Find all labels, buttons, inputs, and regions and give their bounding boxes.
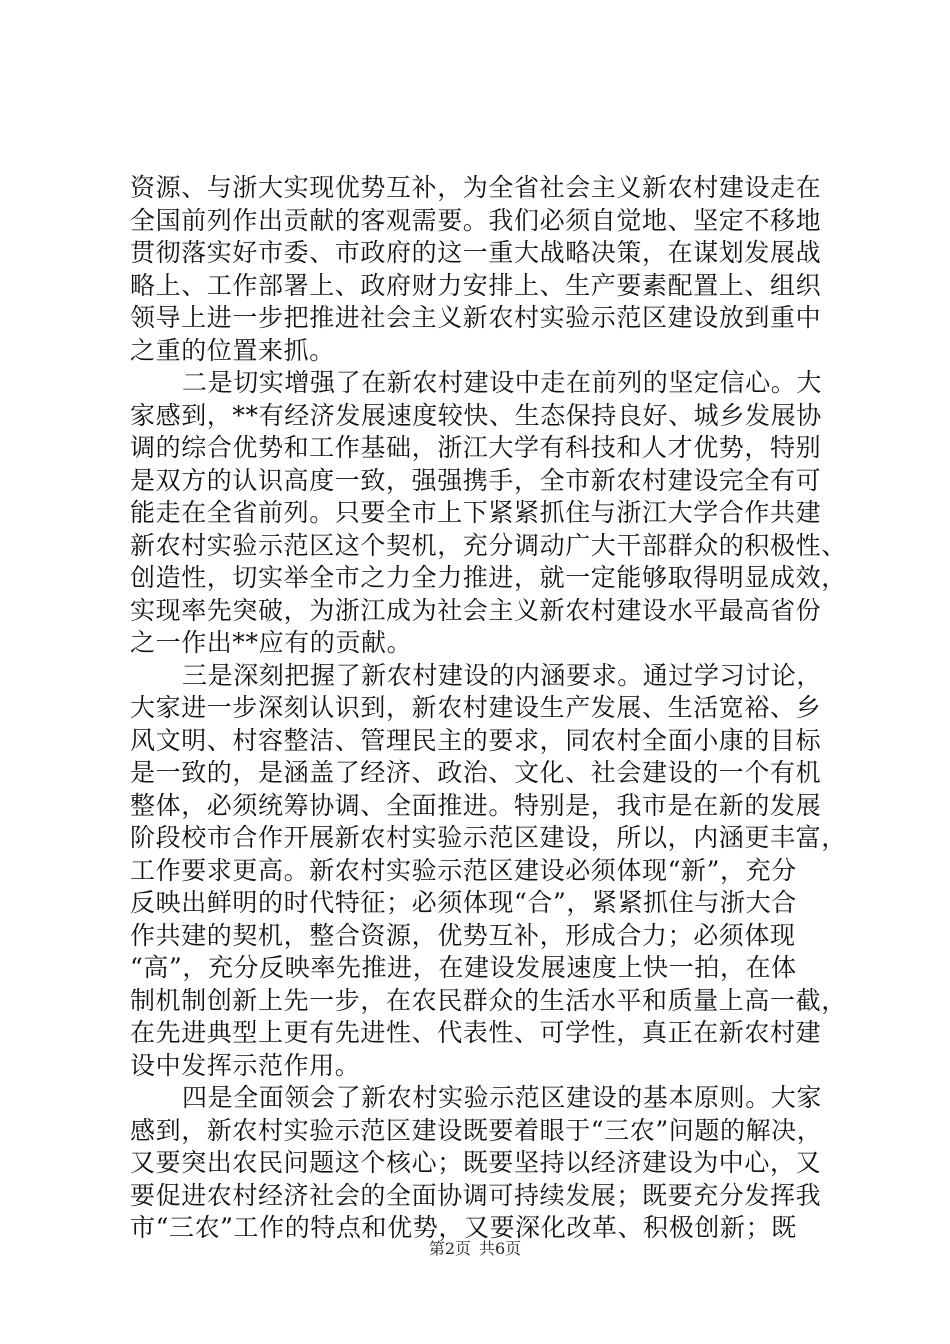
text-line: 要促进农村经济社会的全面协调可持续发展；既要充分发挥我	[130, 1180, 822, 1210]
text-line: 资源、与浙大实现优势互补，为全省社会主义新农村建设走在	[130, 173, 822, 202]
text-line: 设中发挥示范作用。	[130, 1050, 361, 1080]
text-line: 整体，必须统筹协调、全面推进。特别是，我市是在新的发展	[130, 790, 822, 820]
page-footer	[0, 1239, 950, 1259]
text-line: 贯彻落实好市委、市政府的这一重大战略决策，在谋划发展战	[130, 238, 822, 267]
text-line: 风文明、村容整洁、管理民主的要求，同农村全面小康的目标	[130, 725, 822, 755]
text-line: 实现率先突破，为浙江成为社会主义新农村建设水平最高省份	[130, 595, 822, 625]
text-line: 是双方的认识高度一致，强强携手，全市新农村建设完全有可	[130, 465, 822, 495]
page-total: 共6页	[479, 1239, 522, 1258]
text-line: 感到，新农村实验示范区建设既要着眼于“三农”问题的解决，	[130, 1115, 823, 1145]
text-line: 反映出鲜明的时代特征；必须体现“合”，紧紧抓住与浙大合	[130, 888, 797, 917]
text-line: 新农村实验示范区这个契机，充分调动广大干部群众的积极性、	[130, 530, 847, 560]
text-line: 大家进一步深刻认识到，新农村建设生产发展、生活宽裕、乡	[130, 693, 822, 722]
text-line: 在先进典型上更有先进性、代表性、可学性，真正在新农村建	[130, 1018, 822, 1047]
text-line: 又要突出农民问题这个核心；既要坚持以经济建设为中心，又	[130, 1148, 822, 1177]
paragraph-start-line: 四是全面领会了新农村实验示范区建设的基本原则。大家	[182, 1083, 823, 1112]
paragraph-start-line: 二是切实增强了在新农村建设中走在前列的坚定信心。大	[182, 368, 823, 397]
text-line: 创造性，切实举全市之力全力推进，就一定能够取得明显成效，	[130, 563, 847, 592]
page-number: 第2页	[428, 1239, 471, 1258]
paragraph-start-line: 三是深刻把握了新农村建设的内涵要求。通过学习讨论，	[182, 660, 823, 690]
text-line: 阶段校市合作开展新农村实验示范区建设，所以，内涵更丰富，	[130, 823, 847, 852]
text-line: 制机制创新上先一步，在农民群众的生活水平和质量上高一截，	[130, 985, 847, 1015]
text-line: 市“三农”工作的特点和优势，又要深化改革、积极创新；既	[130, 1213, 797, 1242]
text-line: “高”，充分反映率先推进，在建设发展速度上快一拍，在体	[130, 953, 797, 982]
document-body	[130, 172, 847, 1245]
text-line: 调的综合优势和工作基础，浙江大学有科技和人才优势，特别	[130, 433, 822, 462]
text-line: 领导上进一步把推进社会主义新农村实验示范区建设放到重中	[130, 303, 822, 332]
text-line: 作共建的契机，整合资源，优势互补，形成合力；必须体现	[130, 920, 796, 950]
text-line: 家感到，**有经济发展速度较快、生态保持良好、城乡发展协	[130, 400, 822, 430]
text-line: 略上、工作部署上、政府财力安排上、生产要素配置上、组织	[130, 270, 822, 300]
text-line: 全国前列作出贡献的客观需要。我们必须自觉地、坚定不移地	[130, 205, 822, 235]
text-line: 能走在全省前列。只要全市上下紧紧抓住与浙江大学合作共建	[130, 498, 822, 527]
text-line: 是一致的，是涵盖了经济、政治、文化、社会建设的一个有机	[130, 758, 822, 787]
text-line: 之重的位置来抓。	[130, 335, 335, 365]
text-line: 工作要求更高。新农村实验示范区建设必须体现“新”，充分	[130, 855, 797, 885]
text-line: 之一作出**应有的贡献。	[130, 628, 413, 657]
